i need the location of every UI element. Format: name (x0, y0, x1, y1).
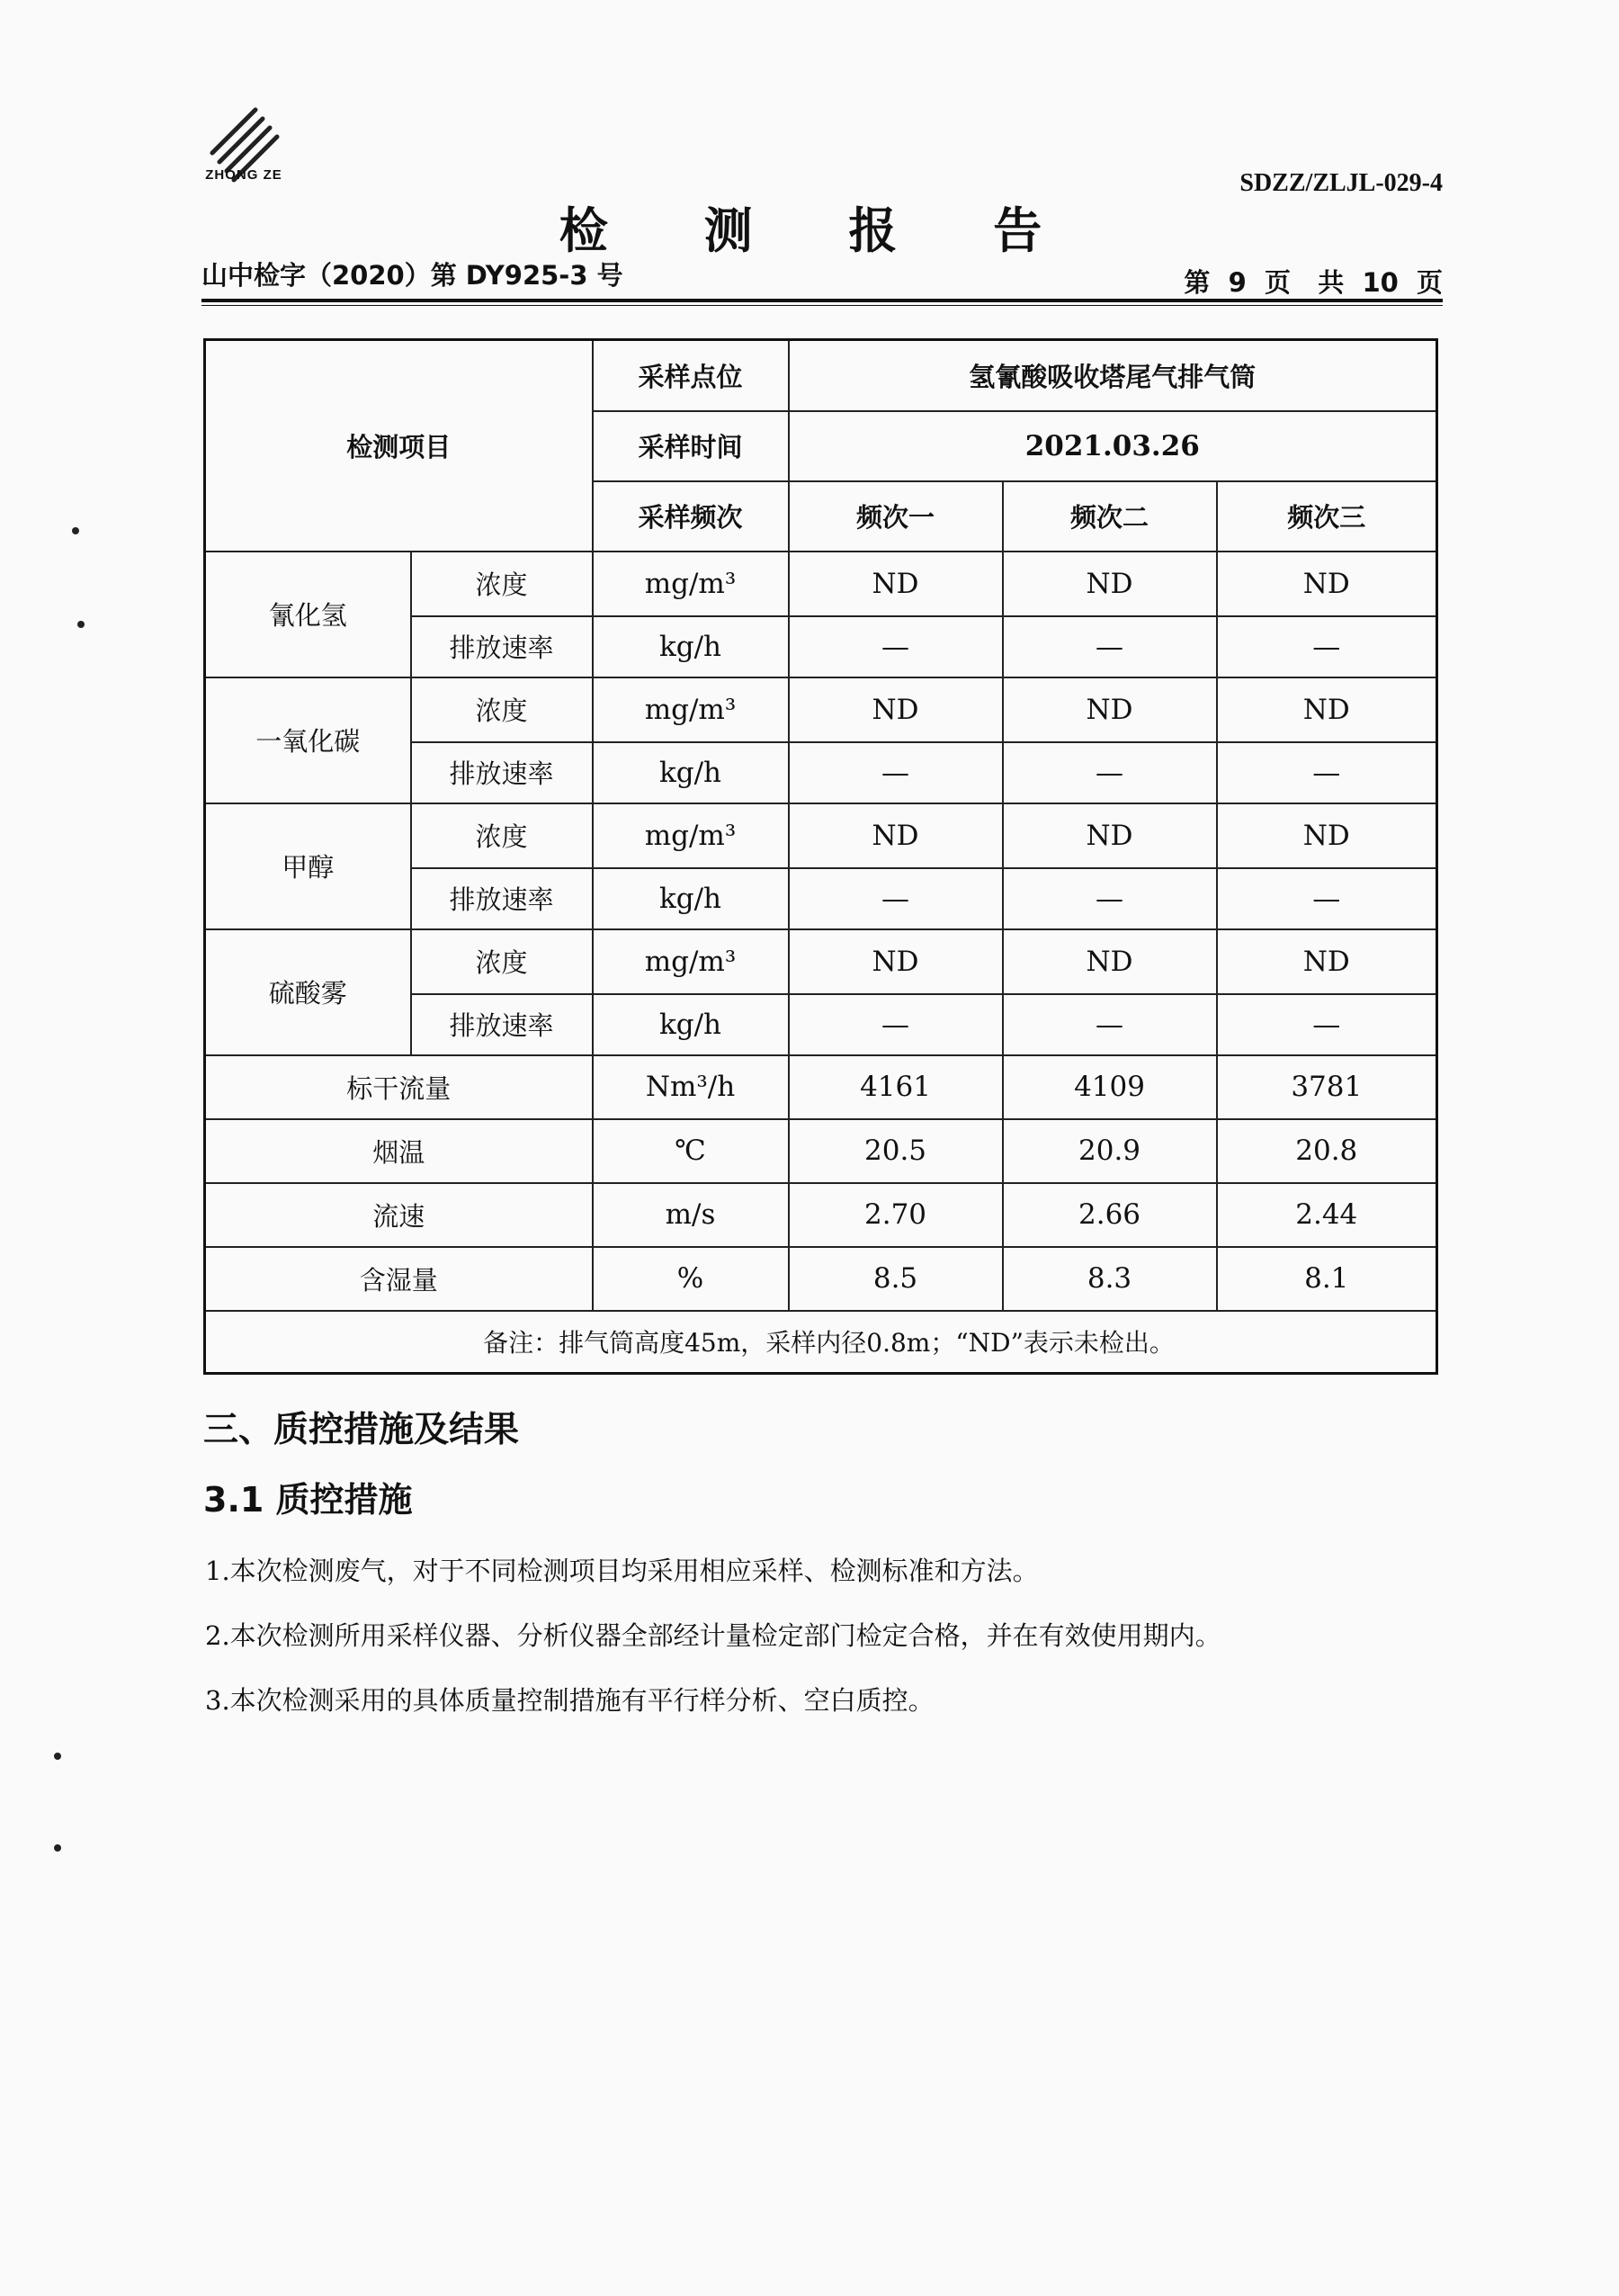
qc-item: 3.本次检测采用的具体质量控制措施有平行样分析、空白质控。 (205, 1685, 935, 1716)
table-row (205, 803, 1437, 868)
time-label: 采样时间 (593, 411, 789, 481)
scan-dot (54, 1844, 61, 1852)
value-cell: ND (789, 552, 1003, 616)
table-row (205, 1183, 1437, 1247)
value-cell: — (1003, 868, 1217, 929)
value-cell: 8.3 (1003, 1247, 1217, 1311)
value-cell: 20.8 (1217, 1119, 1437, 1183)
value-cell: 3781 (1217, 1055, 1437, 1119)
header-rule (201, 299, 1443, 302)
param-name: 浓度 (411, 803, 593, 868)
value-cell: 4109 (1003, 1055, 1217, 1119)
unit-cell: mg/m³ (593, 552, 789, 616)
pollutant-name: 甲醇 (205, 803, 411, 929)
value-cell: ND (1217, 803, 1437, 868)
freq-header: 频次三 (1217, 481, 1437, 552)
value-cell: ND (1217, 552, 1437, 616)
document-code: SDZZ/ZLJL-029-4 (1239, 169, 1443, 197)
value-cell: — (789, 994, 1003, 1055)
document-title: 检 测 报 告 (559, 202, 1082, 259)
table-row (205, 677, 1437, 742)
unit-cell: mg/m³ (593, 677, 789, 742)
report-number: 山中检字（2020）第 DY925-3 号 (201, 260, 623, 291)
table-row (205, 929, 1437, 994)
param-name: 排放速率 (411, 616, 593, 677)
value-cell: ND (789, 929, 1003, 994)
scan-dot (77, 621, 85, 628)
param-name: 排放速率 (411, 994, 593, 1055)
table-row (205, 552, 1437, 616)
value-cell: ND (789, 677, 1003, 742)
unit-cell: Nm³/h (593, 1055, 789, 1119)
value-cell: — (789, 742, 1003, 803)
value-cell: — (1217, 742, 1437, 803)
param-name: 流速 (205, 1183, 593, 1247)
value-cell: 20.9 (1003, 1119, 1217, 1183)
value-cell: — (789, 616, 1003, 677)
freq-header: 频次一 (789, 481, 1003, 552)
value-cell: 2.44 (1217, 1183, 1437, 1247)
unit-cell: mg/m³ (593, 803, 789, 868)
value-cell: — (789, 868, 1003, 929)
value-cell: — (1003, 616, 1217, 677)
pollutant-name: 硫酸雾 (205, 929, 411, 1055)
value-cell: — (1003, 994, 1217, 1055)
scan-dot (72, 527, 79, 534)
value-cell: 20.5 (789, 1119, 1003, 1183)
table-row (205, 1119, 1437, 1183)
scan-dot (54, 1753, 61, 1760)
unit-cell: kg/h (593, 868, 789, 929)
value-cell: ND (1003, 552, 1217, 616)
unit-cell: mg/m³ (593, 929, 789, 994)
time-value: 2021.03.26 (789, 411, 1437, 481)
table-row (205, 1055, 1437, 1119)
subsection-title: 3.1 质控措施 (203, 1480, 413, 1520)
param-name: 烟温 (205, 1119, 593, 1183)
unit-cell: % (593, 1247, 789, 1311)
table-row (205, 1247, 1437, 1311)
value-cell: — (1217, 868, 1437, 929)
unit-cell: kg/h (593, 616, 789, 677)
table-note: 备注：排气筒高度45m，采样内径0.8m；“ND”表示未检出。 (205, 1311, 1437, 1374)
table-row (205, 1311, 1437, 1374)
value-cell: ND (1003, 929, 1217, 994)
item-header: 检测项目 (205, 340, 593, 552)
value-cell: ND (1003, 803, 1217, 868)
param-name: 排放速率 (411, 868, 593, 929)
qc-item: 1.本次检测废气，对于不同检测项目均采用相应采样、检测标准和方法。 (205, 1556, 1039, 1586)
freq-header: 频次二 (1003, 481, 1217, 552)
value-cell: 4161 (789, 1055, 1003, 1119)
unit-cell: ℃ (593, 1119, 789, 1183)
param-name: 标干流量 (205, 1055, 593, 1119)
param-name: 浓度 (411, 677, 593, 742)
value-cell: — (1217, 994, 1437, 1055)
value-cell: ND (1217, 929, 1437, 994)
pollutant-name: 一氧化碳 (205, 677, 411, 803)
value-cell: ND (1003, 677, 1217, 742)
value-cell: 8.5 (789, 1247, 1003, 1311)
param-name: 排放速率 (411, 742, 593, 803)
header-rule-thin (201, 305, 1443, 306)
pollutant-name: 氰化氢 (205, 552, 411, 677)
site-value: 氢氰酸吸收塔尾气排气筒 (789, 340, 1437, 411)
unit-cell: kg/h (593, 742, 789, 803)
qc-item: 2.本次检测所用采样仪器、分析仪器全部经计量检定部门检定合格，并在有效使用期内。 (205, 1620, 1221, 1651)
value-cell: ND (1217, 677, 1437, 742)
param-name: 含湿量 (205, 1247, 593, 1311)
test-results-table (203, 338, 1438, 1375)
page-info: 第 9 页 共 10 页 (1184, 267, 1443, 298)
value-cell: 2.66 (1003, 1183, 1217, 1247)
param-name: 浓度 (411, 552, 593, 616)
value-cell: ND (789, 803, 1003, 868)
value-cell: 2.70 (789, 1183, 1003, 1247)
value-cell: — (1003, 742, 1217, 803)
value-cell: 8.1 (1217, 1247, 1437, 1311)
param-name: 浓度 (411, 929, 593, 994)
logo-text: ZHONG ZE (205, 167, 282, 183)
unit-cell: m/s (593, 1183, 789, 1247)
site-label: 采样点位 (593, 340, 789, 411)
value-cell: — (1217, 616, 1437, 677)
unit-cell: kg/h (593, 994, 789, 1055)
section-title: 三、质控措施及结果 (203, 1410, 520, 1450)
freq-label: 采样频次 (593, 481, 789, 552)
